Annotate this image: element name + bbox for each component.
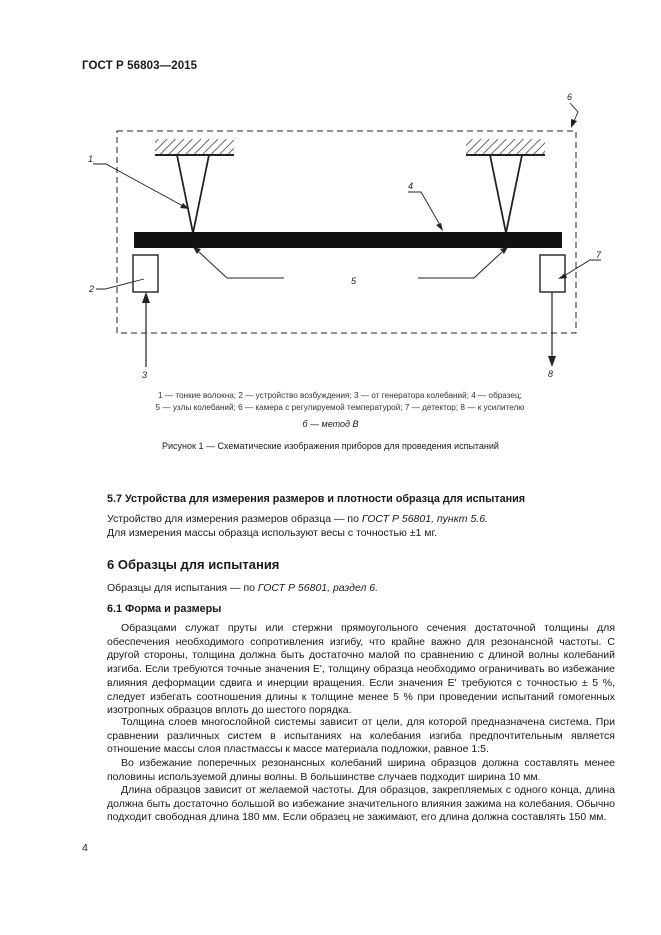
callout-6: 6 xyxy=(567,92,573,102)
figure-legend-line-2: 5 — узлы колебаний; 6 — камера с регулируемой температурой; 7 — детектор; 8 — к усилителю xyxy=(155,403,525,412)
section-6-1-heading: 6.1 Форма и размеры xyxy=(107,603,222,615)
figure-legend-line-1: 1 — тонкие волокна; 2 — устройство возбуждения; 3 — от генератора колебаний; 4 — образец; xyxy=(158,391,522,400)
section-5-7-line-2: Для измерения массы образца используют весы с точностью ±1 мг. xyxy=(107,527,437,539)
callout-4: 4 xyxy=(408,181,414,191)
callout-leader-7 xyxy=(564,260,601,276)
node-leader-left xyxy=(199,252,284,278)
callout-leader-4 xyxy=(408,192,440,225)
paragraph-2: Толщина слоев многослойной системы зависит от цели, для которой предназначена система. При сравнении различных систем в испытаниях на колебания изгиба предпочтительным является отношение массы слоя пластмассы к массе материала подложки, равное 1:5. xyxy=(107,716,615,756)
callout-3: 3 xyxy=(142,370,148,380)
arrow-to-amplifier xyxy=(548,356,556,367)
figure-caption: Рисунок 1 — Схематические изображения приборов для проведения испытаний xyxy=(162,441,499,451)
figure-method-label: б — метод В xyxy=(302,419,359,429)
callout-leader-1 xyxy=(93,164,183,206)
reference-link: ГОСТ Р 56801, пункт 5.6. xyxy=(361,513,488,525)
specimen-bar xyxy=(134,232,562,248)
node-leader-right xyxy=(418,252,502,278)
callout-7: 7 xyxy=(596,250,602,260)
page-number: 4 xyxy=(82,842,88,854)
paragraph-3: Во избежание поперечных резонансных колебаний ширина образцов должна составлять менее половины используемой длины волны. В большинстве случаев подходит ширина 10 мм. xyxy=(107,757,615,783)
paragraph-4: Длина образцов зависит от желаемой частоты. Для образцов, закрепляемых с одного конца, длина должна быть достаточно большой во избежание значительного влияния зажима на колебания. Обычно подходит свободная длина 180 мм. Если образец не зажимают, его длина должна составлять 150 мм. xyxy=(107,784,615,824)
arrow-from-generator xyxy=(142,292,150,303)
right-fibers xyxy=(490,155,522,233)
right-support-hatch xyxy=(466,139,545,154)
apparatus-diagram xyxy=(0,0,661,400)
section-5-7-line-1: Устройство для измерения размеров образца — по ГОСТ Р 56801, пункт 5.6. xyxy=(107,513,488,525)
detector xyxy=(540,255,565,292)
callout-leader-6 xyxy=(570,103,578,121)
callout-8: 8 xyxy=(548,369,554,379)
section-5-7-heading: 5.7 Устройства для измерения размеров и плотности образца для испытания xyxy=(107,493,526,505)
callout-5: 5 xyxy=(351,276,357,286)
left-fibers xyxy=(177,155,209,233)
paragraph-1: Образцами служат пруты или стержни прямоугольного сечения достаточной толщины для обеспечения необходимого сопротивления изгибу, что крайне важно для резонансной частоты. С другой стороны, толщина должна быть достаточно малой по сравнению с длиной волны колебаний изгиба. Если требуются точные значения E', толщину образца необходимо ограничивать во избежание влияния деформации сдвига и инерции вращения. Если значения E' требуются с точностью ± 5 %, следует избегать соотношения длины к толщине менее 5 % при проведении испытаний гомогенных изотропных образцов вплоть до шестого порядка. xyxy=(107,622,615,717)
callout-2: 2 xyxy=(89,284,95,294)
section-6-heading: 6 Образцы для испытания xyxy=(107,557,280,572)
reference-link: ГОСТ Р 56801, раздел 6. xyxy=(257,582,379,594)
document-header: ГОСТ Р 56803—2015 xyxy=(82,60,198,72)
left-support-hatch xyxy=(155,139,234,154)
exciter xyxy=(133,255,158,292)
callout-1: 1 xyxy=(88,154,94,164)
section-6-line: Образцы для испытания — по ГОСТ Р 56801, раздел 6. xyxy=(107,582,379,594)
